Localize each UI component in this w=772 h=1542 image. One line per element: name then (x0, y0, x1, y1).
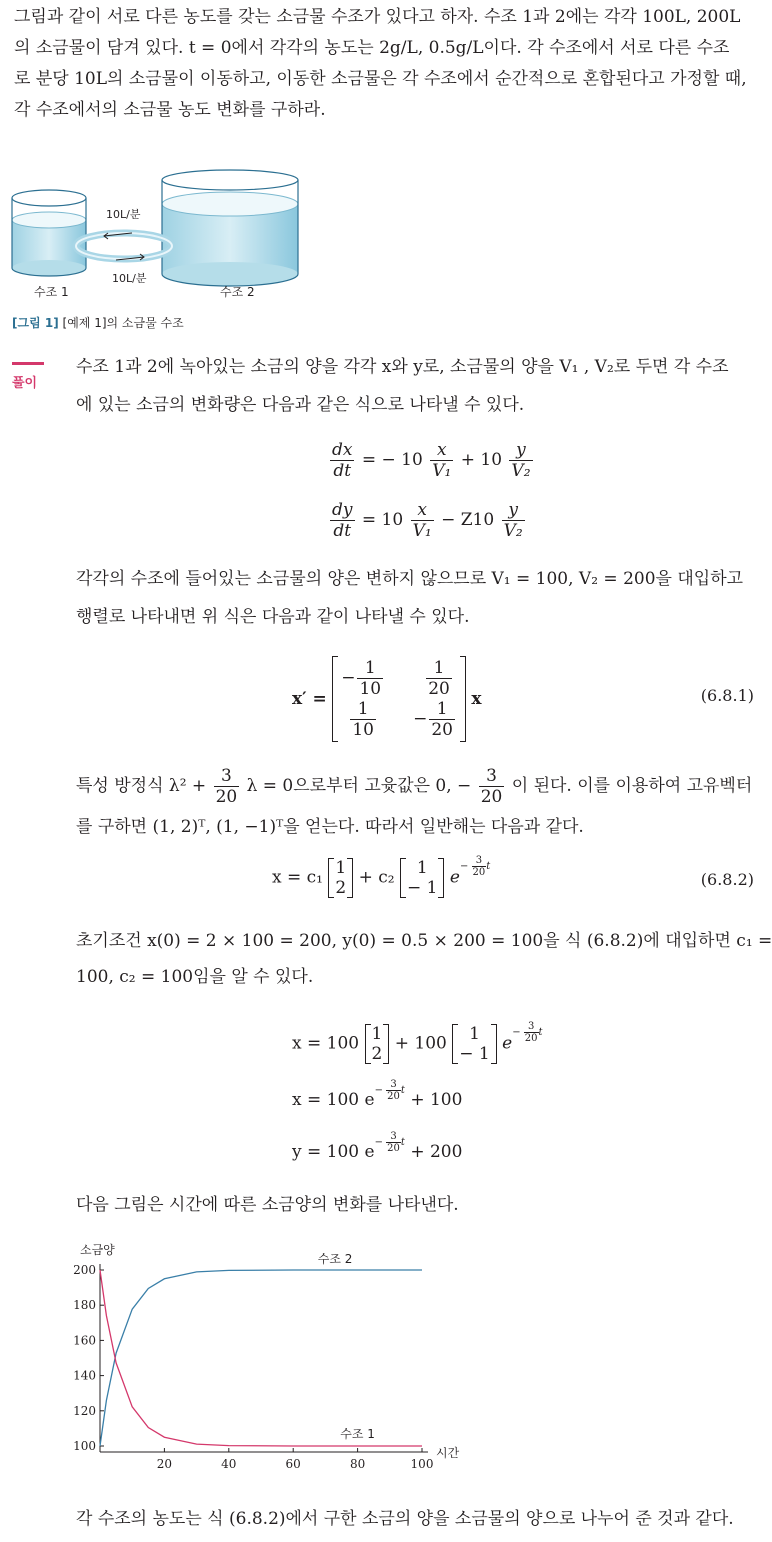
sol-y-exponent (374, 1131, 405, 1154)
equation-dy (328, 500, 527, 541)
sol-vector-1 (365, 1024, 390, 1064)
a12-den: 20 (428, 679, 450, 699)
tank-2-label: 수조 2 (220, 285, 255, 299)
dx-f2-den: V₂ (511, 461, 531, 481)
series-line-2 (100, 1270, 422, 1446)
dx-f1-num: x (430, 440, 453, 461)
sol-x-lhs: x = 100 e (292, 1090, 375, 1110)
solution-text-1b: 에 있는 소금의 변화량은 다음과 같은 식으로 나타낼 수 있다. (76, 395, 525, 415)
solution-text-1a: 수조 1과 2에 녹아있는 소금의 양을 각각 x와 y로, 소금물의 양을 V₁ , V₂로 두면 각 수조 (76, 357, 729, 377)
sol-y-exp-sign: − (374, 1137, 383, 1148)
sol-lhs: x = 100 (292, 1033, 360, 1054)
equation-dx (328, 440, 535, 481)
a11-num: 1 (357, 658, 383, 679)
dy-f1-num: x (411, 500, 434, 521)
solution-text-5: 다음 그림은 시간에 따른 소금양의 변화를 나타낸다. (76, 1195, 459, 1215)
equation-number-2: (6.8.2) (700, 870, 754, 889)
sol-x-exp-den: 20 (387, 1091, 400, 1102)
dx-f2-num: y (509, 440, 532, 461)
sol-x-exponent (374, 1079, 405, 1102)
y-axis-label: 소금양 (80, 1243, 115, 1257)
x-tick-label: 100 (410, 1457, 434, 1471)
particular-solution (292, 1020, 543, 1064)
x-tick-label: 40 (221, 1457, 237, 1471)
dy-f2-den: V₂ (503, 521, 523, 541)
general-solution (272, 854, 491, 898)
a11-sign: − (341, 668, 356, 688)
a22-sign: − (413, 709, 428, 729)
problem-line-3: 로 분당 10L의 소금물이 이동하고, 이동한 소금물은 각 수조에서 순간적으로 혼합된다고 가정할 때, (14, 69, 747, 89)
solution-text-3a (76, 766, 752, 807)
a11-den: 10 (359, 679, 382, 699)
gen-vector-2 (400, 858, 444, 898)
dy-f1-den: V₁ (412, 521, 432, 541)
problem-line-1: 그림과 같이 서로 다른 농도를 갖는 소금물 수조가 있다고 하자. 수조 1과 2에는 각각 100L, 200L (14, 7, 741, 27)
a21-den: 10 (352, 720, 374, 740)
sol-exp-t: t (538, 1026, 543, 1038)
sol-y-tail: + 200 (410, 1142, 463, 1162)
solution-x (292, 1079, 463, 1114)
gen-exp-sign: − (459, 860, 469, 872)
gen-exp-den: 20 (472, 866, 486, 878)
y-tick-label: 140 (73, 1368, 96, 1383)
sol-v2a: 1 (469, 1024, 480, 1044)
dx-num: dx (332, 440, 353, 460)
s3a-frac2-den: 20 (480, 787, 503, 807)
dx-mid2: + 10 (460, 450, 503, 470)
dy-f2-num: y (502, 500, 525, 521)
solution-text-2a: 각각의 수조에 들어있는 소금물의 양은 변하지 않으므로 V₁ = 100, V₂ = 200을 대입하고 (76, 569, 744, 589)
series-line-1 (100, 1270, 422, 1446)
matrix-lhs: x′ = (292, 689, 327, 709)
series-label-2: 수조 1 (340, 1427, 375, 1441)
matrix-bracket (332, 656, 466, 742)
gen-v1b: 2 (335, 878, 347, 898)
gen-exp-t: t (486, 860, 491, 872)
tank-2-shape (162, 170, 298, 286)
caption-tag: [그림 1] (12, 316, 59, 330)
matrix-rhs: x (471, 689, 482, 709)
solution-text-4a: 초기조건 x(0) = 2 × 100 = 200, y(0) = 0.5 × 200 = 100을 식 (6.8.2)에 대입하면 c₁ = (76, 931, 772, 951)
s3a-part1: 특성 방정식 λ² + (76, 776, 207, 796)
gen-exponent (459, 854, 491, 878)
solution-text-3b: 를 구하면 (1, 2)ᵀ, (1, −1)ᵀ을 얻는다. 따라서 일반해는 다음과 같다. (76, 817, 584, 837)
gen-mid: + c₂ (358, 867, 395, 888)
sol-x-exp-t: t (400, 1085, 405, 1096)
s3a-part3: 이 된다. 이를 이용하여 고유벡터 (511, 776, 753, 796)
solution-label: 풀이 (12, 376, 38, 391)
dy-num: dy (332, 500, 353, 520)
gen-v1a: 1 (335, 858, 347, 878)
flow-label-bottom: 10L/분 (112, 272, 147, 285)
gen-v2a: 1 (416, 858, 428, 878)
equation-number-1: (6.8.1) (700, 686, 754, 705)
tank-1-label: 수조 1 (34, 285, 69, 299)
dy-mid2: − Z10 (441, 510, 495, 530)
sol-vector-2 (452, 1024, 496, 1064)
sol-x-tail: + 100 (410, 1090, 463, 1110)
s3a-frac-den: 20 (215, 787, 238, 807)
gen-vector-1 (328, 858, 353, 898)
sol-y-exp-num: 3 (386, 1131, 401, 1143)
a12-num: 1 (426, 658, 452, 679)
gen-exp-base: e (449, 867, 460, 888)
y-tick-label: 160 (73, 1333, 96, 1348)
solution-marker (12, 362, 44, 365)
dy-den: dt (333, 521, 352, 541)
salt-amount-chart (60, 1236, 480, 1476)
sol-exp-den: 20 (524, 1032, 538, 1044)
series-label-1: 수조 2 (317, 1252, 353, 1266)
y-tick-label: 100 (73, 1439, 96, 1453)
sol-y-exp-den: 20 (387, 1143, 400, 1154)
y-tick-label: 180 (73, 1298, 96, 1313)
gen-exp-num: 3 (472, 855, 487, 867)
tank-1-shape (12, 190, 86, 276)
s3a-part2: λ = 0으로부터 고윳값은 0, − (246, 776, 472, 796)
sol-v2b: − 1 (459, 1044, 490, 1064)
sol-x-exp-sign: − (374, 1085, 383, 1096)
solution-y (292, 1131, 463, 1166)
sol-mid: + 100 (394, 1033, 447, 1054)
dx-den: dt (333, 461, 352, 481)
dx-f1-den: V₁ (432, 461, 452, 481)
s3a-frac-num: 3 (214, 766, 240, 787)
figure-caption (12, 314, 184, 331)
sol-x-exp-num: 3 (386, 1079, 401, 1091)
y-tick-label: 120 (73, 1403, 96, 1418)
y-tick-label: 200 (73, 1263, 96, 1277)
sol-v1b: 2 (371, 1044, 383, 1064)
a22-num: 1 (429, 699, 455, 720)
x-tick-label: 20 (156, 1457, 173, 1471)
sol-exp-base: e (502, 1033, 513, 1054)
sol-y-exp-t: t (400, 1137, 405, 1148)
x-tick-label: 60 (285, 1457, 301, 1471)
matrix-equation (292, 656, 482, 742)
a21-num: 1 (350, 699, 376, 720)
s3a-frac2-num: 3 (479, 766, 505, 787)
flow-label-top: 10L/분 (106, 208, 141, 221)
sol-exp-sign: − (512, 1026, 521, 1038)
solution-text-2b: 행렬로 나타내면 위 식은 다음과 같이 나타낼 수 있다. (76, 607, 470, 627)
problem-line-2: 의 소금물이 담겨 있다. t = 0에서 각각의 농도는 2g/L, 0.5g/L이다. 각 수조에서 서로 다른 수조 (14, 38, 730, 58)
caption-text: [예제 1]의 소금물 수조 (62, 316, 184, 330)
solution-text-6: 각 수조의 농도는 식 (6.8.2)에서 구한 소금의 양을 소금물의 양으로 나누어 준 것과 같다. (76, 1509, 734, 1529)
sol-v1a: 1 (371, 1024, 383, 1044)
gen-v2b: − 1 (407, 878, 438, 898)
dx-mid1: = − 10 (361, 450, 423, 470)
x-axis-label: 시간 (436, 1446, 460, 1460)
solution-text-4b: 100, c₂ = 100임을 알 수 있다. (76, 967, 314, 987)
problem-line-4: 각 수조에서의 소금물 농도 변화를 구하라. (14, 100, 326, 120)
gen-lhs: x = c₁ (272, 867, 323, 888)
sol-y-lhs: y = 100 e (292, 1142, 375, 1162)
dy-mid1: = 10 (361, 510, 404, 530)
a22-den: 20 (431, 720, 453, 740)
sol-exp-num: 3 (524, 1021, 539, 1033)
x-tick-label: 80 (349, 1457, 366, 1471)
sol-exponent (512, 1020, 543, 1044)
